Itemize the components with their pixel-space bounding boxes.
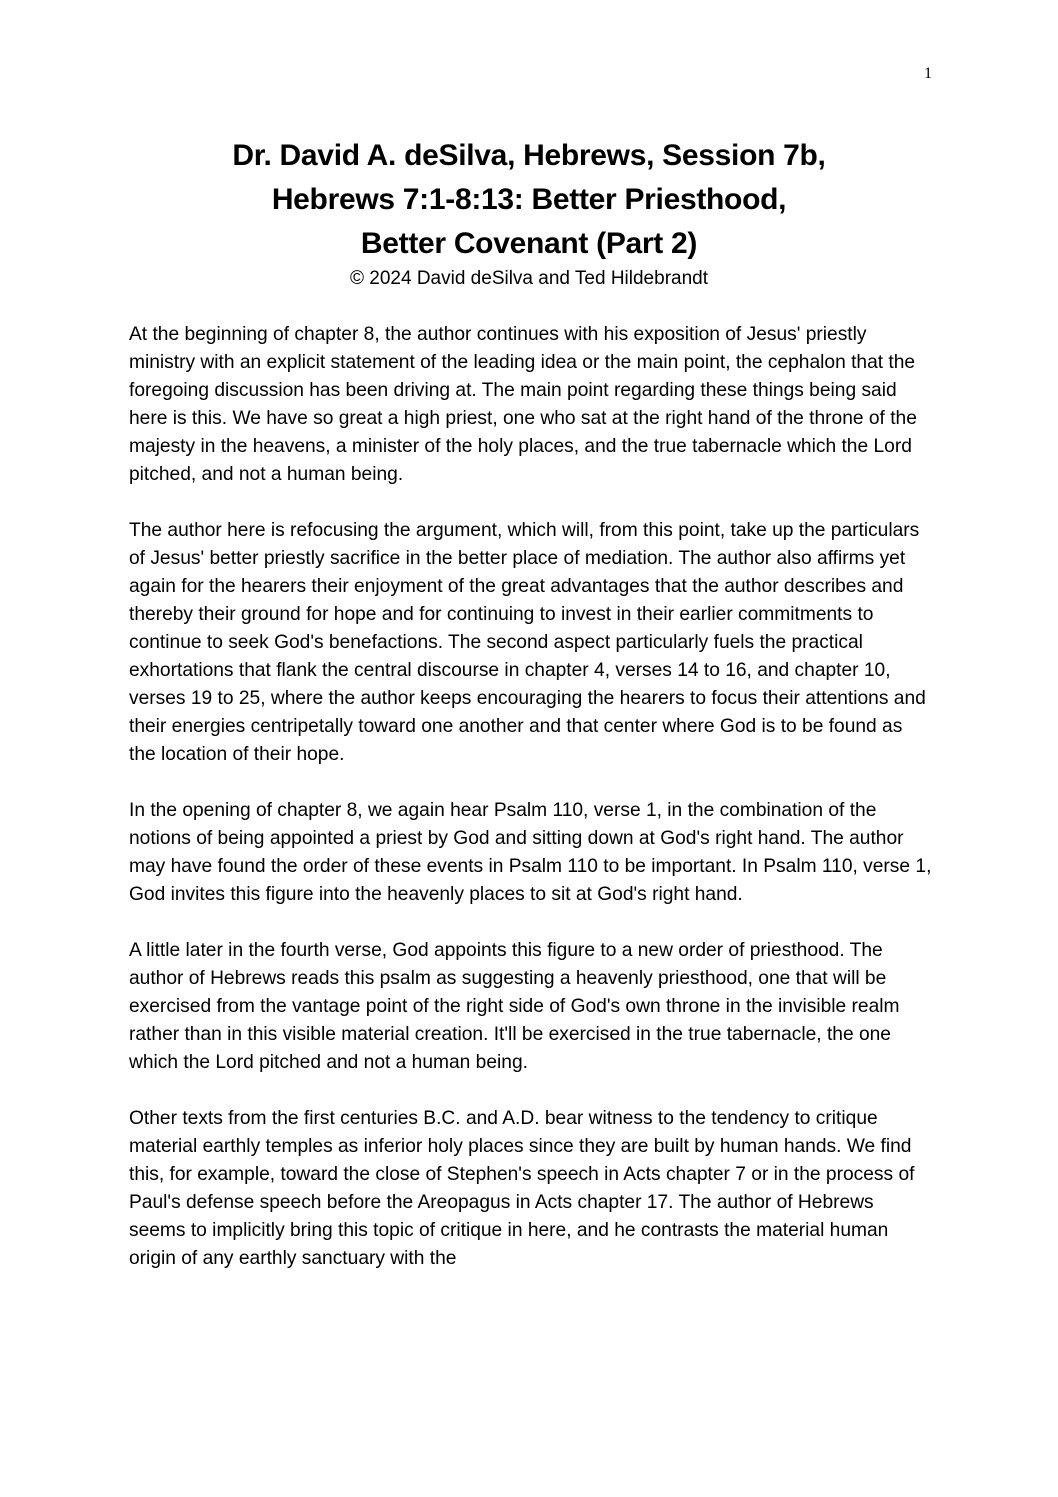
document-body	[129, 321, 934, 1273]
paragraph-3: In the opening of chapter 8, we again hear Psalm 110, verse 1, in the combination of the notions of being appointed a priest by God and sitting down at God's right hand. The author may have found the order of these events in Psalm 110 to be important. In Psalm 110, verse 1, God invites this figure into the heavenly places to sit at God's right hand.	[129, 800, 932, 905]
page-number: 1	[924, 65, 932, 82]
paragraph-2: The author here is refocusing the argument, which will, from this point, take up the particulars of Jesus' better priestly sacrifice in the better place of mediation. The author also affirms yet again for the hearers their enjoyment of the great advantages that the author describes and thereby their ground for hope and for continuing to invest in their earlier commitments to continue to seek God's benefactions. The second aspect particularly fuels the practical exhortations that flank the central discourse in chapter 4, verses 14 to 16, and chapter 10, verses 19 to 25, where the author keeps encouraging the hearers to focus their attentions and their energies centripetally toward one another and that center where God is to be found as the location of their hope.	[129, 520, 926, 765]
title-line-3: Better Covenant (Part 2)	[360, 227, 698, 260]
copyright-notice: © 2024 David deSilva and Ted Hildebrandt	[350, 268, 708, 289]
title-line-2: Hebrews 7:1-8:13: Better Priesthood,	[271, 183, 787, 216]
paragraph-4: A little later in the fourth verse, God appoints this figure to a new order of priesthood. The author of Hebrews reads this psalm as suggesting a heavenly priesthood, one that will be exercised from the vantage point of the right side of God's own throne in the invisible realm rather than in this visible material creation. It'll be exercised in the true tabernacle, the one which the Lord pitched and not a human being.	[129, 940, 900, 1073]
paragraph-5: Other texts from the first centuries B.C. and A.D. bear witness to the tendency to critique material earthly temples as inferior holy places since they are built by human hands. We find this, for example, toward the close of Stephen's speech in Acts chapter 7 or in the process of Paul's defense speech before the Areopagus in Acts chapter 17. The author of Hebrews seems to implicitly bring this topic of critique in here, and he contrasts the material human origin of any earthly sanctuary with the	[129, 1108, 915, 1269]
title-line-1: Dr. David A. deSilva, Hebrews, Session 7b,	[232, 139, 826, 172]
paragraph-1: At the beginning of chapter 8, the author continues with his exposition of Jesus' priestly ministry with an explicit statement of the leading idea or the main point, the cephalon that the foregoing discussion has been driving at. The main point regarding these things being said here is this. We have so great a high priest, one who sat at the right hand of the throne of the majesty in the heavens, a minister of the holy places, and the true tabernacle which the Lord pitched, and not a human being.	[129, 324, 917, 485]
document-header	[0, 134, 1058, 292]
